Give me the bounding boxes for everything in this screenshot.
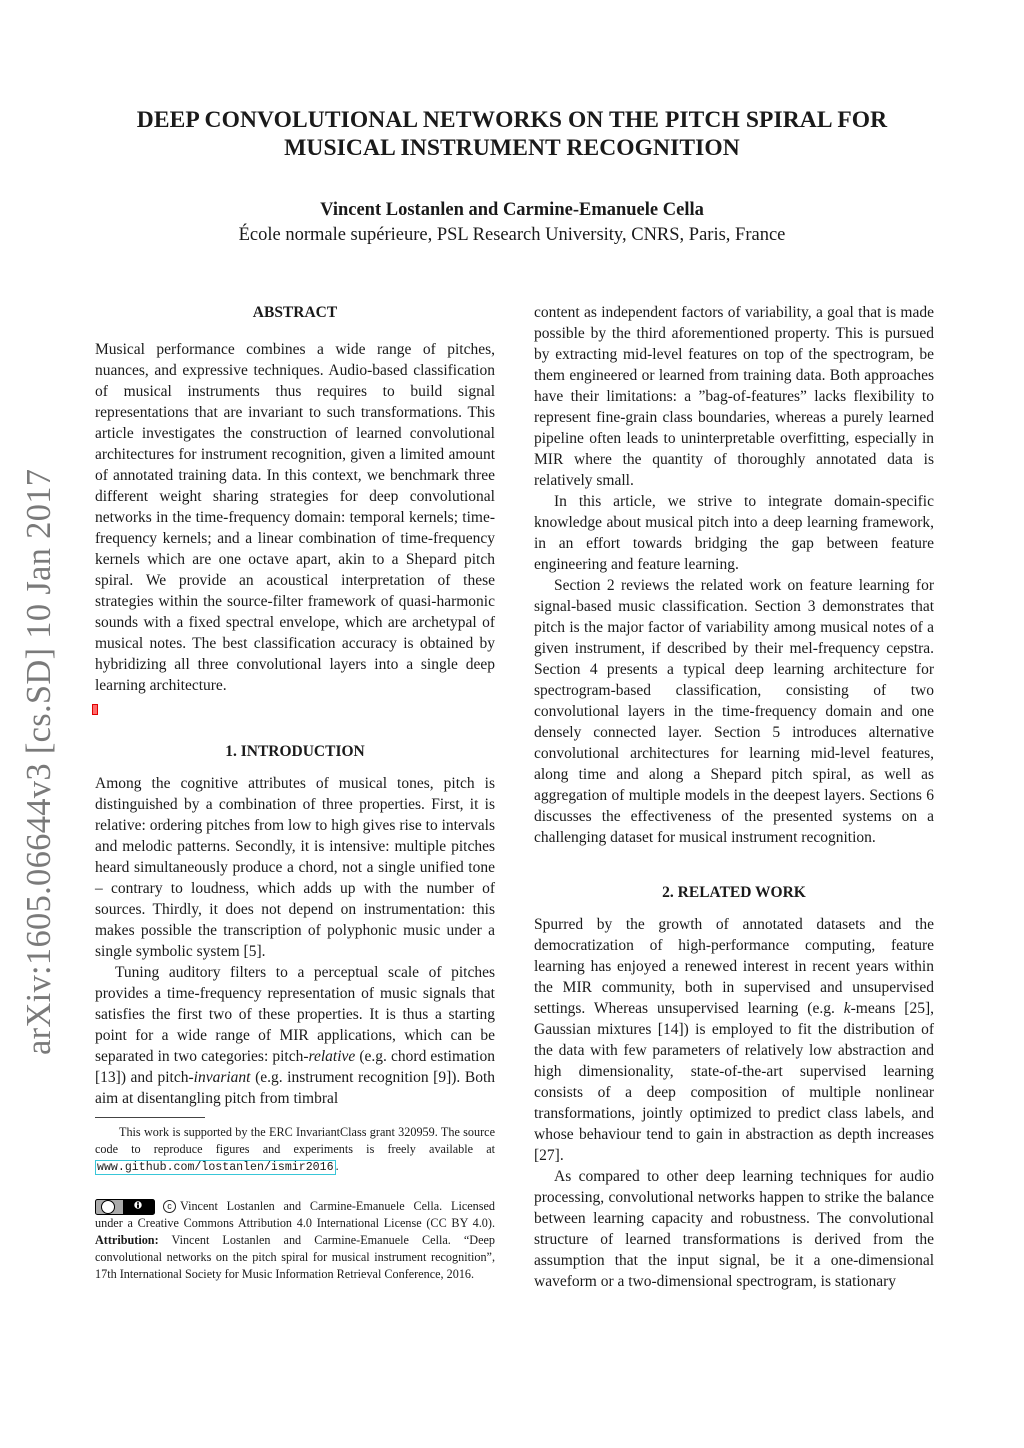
related-work-paragraph-2: As compared to other deep learning techniques for audio processing, convolutional networks happen to strike the balance between learning capacity and robustness. The convolutional structure of learned transformations is derived from the assumption that the input signal, be it a one-dimensional waveform or a two-dimensional spectrogram, is stationary xyxy=(534,1168,934,1290)
authors: Vincent Lostanlen and Carmine-Emanuele Cella xyxy=(320,200,704,220)
related-work-heading: 2. RELATED WORK xyxy=(662,884,806,901)
source-code-link[interactable]: www.github.com/lostanlen/ismir2016 xyxy=(97,1161,334,1174)
footnote: This work is supported by the ERC InvariantClass grant 320959. The source code to reproduce figures and experiments is freely available at www.github.com/lostanlen/ismir2016 . xyxy=(95,1125,495,1174)
introduction-heading: 1. INTRODUCTION xyxy=(225,743,365,760)
affiliation: École normale supérieure, PSL Research University, CNRS, Paris, France xyxy=(238,225,786,245)
intro-continued-paragraph: content as independent factors of variability, a goal that is made possible by the third aforementioned property. This is pursued by extracting mid-level features on top of the spectrogram, be them engineered or learned from training data. Both approaches have their limitations: a ”bag-of-features” lacks flexibility to represent fine-grain class boundaries, whereas a purely learned pipeline often leads to uninterpretable overfitting, especially in MIR where the quantity of thoroughly annotated data is relatively small. xyxy=(534,304,934,489)
abstract-heading: ABSTRACT xyxy=(252,304,338,321)
footnote-rule xyxy=(95,1117,205,1118)
creative-commons-icon xyxy=(95,1199,155,1215)
abstract-text: Musical performance combines a wide range of pitches, nuances, and expressive techniques. Audio-based classification of musical instruments thus requires to build signal representations that are invariant to such transformations. This article investigates the construction of learned convolutional architectures for instrument recognition, given a limited amount of annotated training data. In this context, we benchmark three different weight sharing strategies for deep convolutional networks in the time-frequency domain: temporal kernels; time-frequency kernels; and a linear combination of time-frequency kernels which are one octave apart, akin to a Shepard pitch spiral. We provide an acoustical interpretation of these strategies within the source-filter framework of quasi-harmonic sounds with a fixed spectral envelope, which are archetypal of musical notes. The best classification accuracy is obtained by hybridizing all three convolutional layers into a single deep learning architecture. xyxy=(95,341,495,694)
left-column xyxy=(95,302,495,1283)
intro-paragraph-2: Tuning auditory filters to a perceptual scale of pitches provides a time-frequency representation of music signals that satisfies the first two of these properties. It is thus a starting point for a wide range of MIR applications, which can be separated in two categories: pitch-relative (e.g. chord estimation [13]) and pitch-invariant (e.g. instrument recognition [9]). Both aim at disentangling pitch from timbral xyxy=(95,964,495,1107)
paper-title xyxy=(90,106,934,162)
related-work-paragraph-1: Spurred by the growth of annotated datasets and the democratization of high-performance computing, feature learning has enjoyed a renewed interest in recent years within the MIR community, both in supervised and unsupervised settings. Whereas unsupervised learning (e.g. k-means [25], Gaussian mixtures [14]) is employed to fit the distribution of the data with few parameters of relatively low abstraction and high dimensionality, state-of-the-art supervised learning consists of a deep composition of multiple nonlinear transformations, jointly optimized to predict class labels, and whose behaviour tend to gain in abstraction as depth increases [27]. xyxy=(534,916,934,1164)
title-line-1: DEEP CONVOLUTIONAL NETWORKS ON THE PITCH SPIRAL FOR xyxy=(136,107,888,133)
license-note: c Vincent Lostanlen and Carmine-Emanuele Cella. Licensed under a Creative Commons Attribution 4.0 International License (CC BY 4.0). Attribution: Vincent Lostanlen and Carmine-Emanuele Cella. “Deep convolutional networks on the pitch spiral for musical instrument recognition”, 17th International Society for Music Information Retrieval Conference, 2016. xyxy=(95,1199,495,1282)
intro-paragraph-1: Among the cognitive attributes of musical tones, pitch is distinguished by a combination of three properties. First, it is relative: ordering pitches from low to high gives rise to intervals and melodic patterns. Secondly, it is intensive: multiple pitches heard simultaneously produce a chord, not a single unified tone – contrary to loudness, which adds up with the number of sources. Thirdly, it does not depend on instrumentation: this makes possible the transcription of polyphonic music under a single symbolic system [5]. xyxy=(95,775,495,960)
intro-paragraph-4: Section 2 reviews the related work on feature learning for signal-based music classification. Section 3 demonstrates that pitch is the major factor of variability among musical notes of a given instrument, if described by their mel-frequency cepstra. Section 4 presents a typical deep learning architecture for spectrogram-based classification, consisting of two convolutional layers in the time-frequency domain and one densely connected layer. Section 5 introduces alternative convolutional architectures for learning mid-level features, along time and along a Shepard pitch spiral, as well as aggregation of multiple models in the deepest layers. Sections 6 discusses the effectiveness of the presented systems on a challenging dataset for musical instrument recognition. xyxy=(534,577,934,846)
intro-paragraph-3: In this article, we strive to integrate domain-specific knowledge about musical pitch into a deep learning framework, in an effort towards bridging the gap between feature engineering and feature learning. xyxy=(534,493,934,573)
right-column xyxy=(534,302,934,1292)
arxiv-identifier: arXiv:1605.06644v3 [cs.SD] 10 Jan 2017 xyxy=(20,468,58,1055)
annotation-marker xyxy=(92,704,98,715)
copyright-symbol: c xyxy=(163,1200,176,1213)
title-line-2: MUSICAL INSTRUMENT RECOGNITION xyxy=(284,135,740,161)
